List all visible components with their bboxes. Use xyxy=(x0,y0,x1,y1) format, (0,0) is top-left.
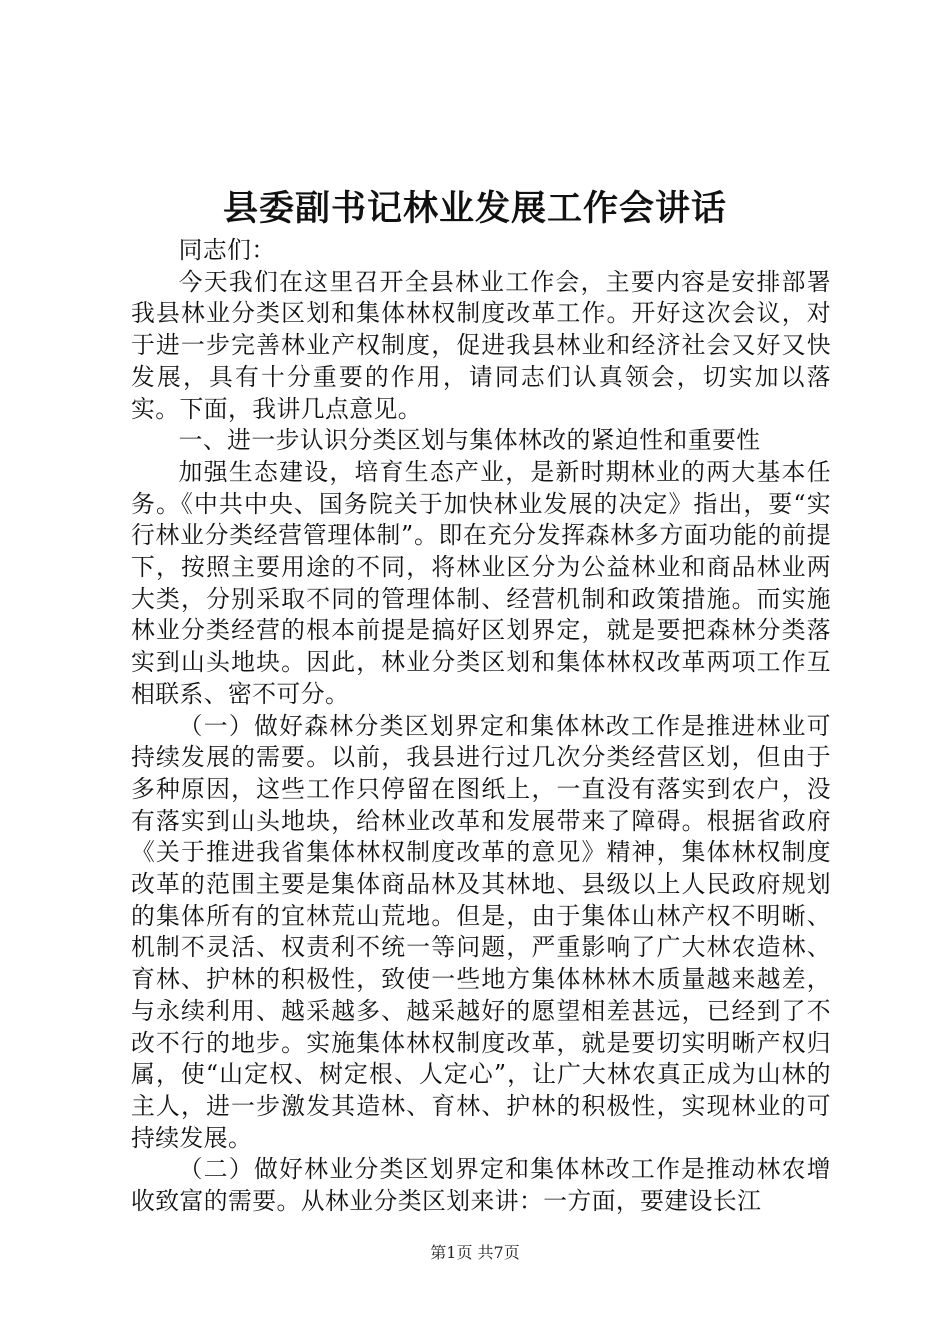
paragraph: （二）做好林业分类区划界定和集体林改工作是推动林农增收致富的需要。从林业分类区划来讲：一方面，要建设长江 xyxy=(131,1155,831,1216)
document-body xyxy=(131,235,831,1218)
section-heading: 一、进一步认识分类区划与集体林改的紧迫性和重要性 xyxy=(178,426,761,455)
paragraph: 今天我们在这里召开全县林业工作会，主要内容是安排部署我县林业分类区划和集体林权制度改革工作。开好这次会议，对于进一步完善林业产权制度，促进我县林业和经济社会又好又快发展，具有十分重要的作用，请同志们认真领会，切实加以落实。下面，我讲几点意见。 xyxy=(131,267,831,423)
salutation: 同志们： xyxy=(178,236,276,264)
page-number-footer: 第1页 共7页 xyxy=(430,1243,520,1262)
document-title: 县委副书记林业发展工作会讲话 xyxy=(222,188,727,229)
paragraph: （一）做好森林分类区划界定和集体林改工作是推进林业可持续发展的需要。以前，我县进行过几次分类经营区划，但由于多种原因，这些工作只停留在图纸上，一直没有落实到农户，没有落实到山头地块，给林业改革和发展带来了障碍。根据省政府《关于推进我省集体林权制度改革的意见》精神，集体林权制度改革的范围主要是集体商品林及其林地、县级以上人民政府规划的集体所有的宜林荒山荒地。但是，由于集体山林产权不明晰、机制不灵活、权责利不统一等问题，严重影响了广大林农造林、育林、护林的积极性，致使一些地方集体林林木质量越来越差，与永续利用、越采越多、越采越好的愿望相差甚远，已经到了不改不行的地步。实施集体林权制度改革，就是要切实明晰产权归属，使“山定权、树定根、人定心”，让广大林农真正成为山林的主人，进一步激发其造林、育林、护林的积极性，实现林业的可持续发展。 xyxy=(131,711,831,1152)
paragraph: 加强生态建设，培育生态产业，是新时期林业的两大基本任务。《中共中央、国务院关于加快林业发展的决定》指出，要“实行林业分类经营管理体制”。即在充分发挥森林多方面功能的前提下，按照主要用途的不同，将林业区分为公益林业和商品林业两大类，分别采取不同的管理体制、经营机制和政策措施。而实施林业分类经营的根本前提是搞好区划界定，就是要把森林分类落实到山头地块。因此，林业分类区划和集体林权改革两项工作互相联系、密不可分。 xyxy=(131,457,831,708)
